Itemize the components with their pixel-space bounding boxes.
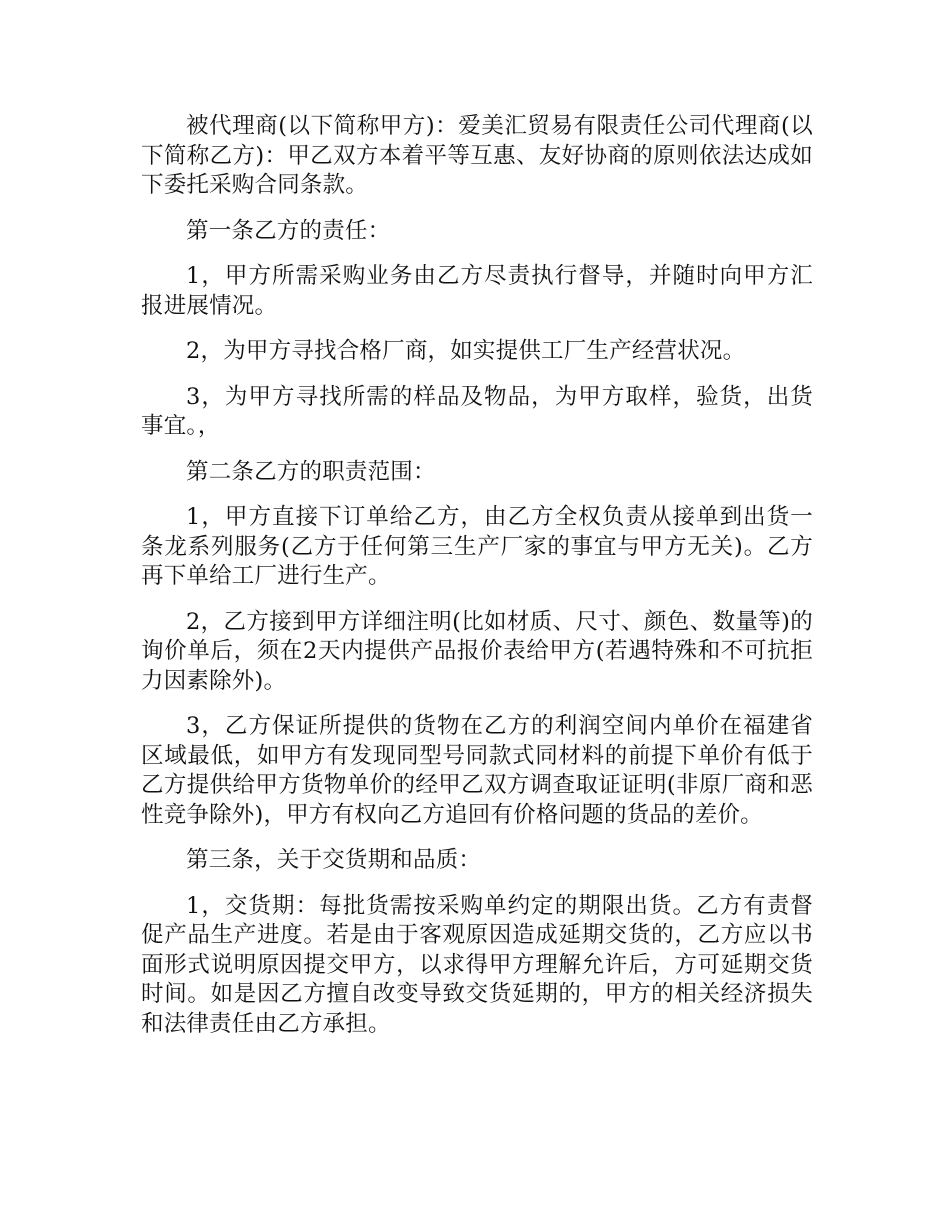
heading-article-3: 第三条，关于交货期和品质： xyxy=(186,847,482,873)
heading-article-1: 第一条乙方的责任： xyxy=(186,217,391,244)
paragraph-article-1-item-1: 1，甲方所需采购业务由乙方尽责执行督导，并随时向甲方汇报进展情况。 xyxy=(141,263,813,319)
paragraph-article-2-item-2: 2，乙方接到甲方详细注明(比如材质、尺寸、颜色、数量等)的询价单后，须在2天内提供产品报价表给甲方(若遇特殊和不可抗拒力因素除外)。 xyxy=(141,608,813,694)
heading-article-2: 第二条乙方的职责范围： xyxy=(186,458,436,485)
paragraph-article-1-item-2: 2，为甲方寻找合格厂商，如实提供工厂生产经营状况。 xyxy=(186,338,746,364)
paragraph-article-3-item-1: 1，交货期：每批货需按采购单约定的期限出货。乙方有责督促产品生产进度。若是由于客观原因造成延期交货的，乙方应以书面形式说明原因提交甲方，以求得甲方理解允许后，方可延期交货时间。如是因乙方擅自改变导致交货延期的，甲方的相关经济损失和法律责任由乙方承担。 xyxy=(141,892,813,1037)
paragraph-article-2-item-3: 3，乙方保证所提供的货物在乙方的利润空间内单价在福建省区域最低，如甲方有发现同型号同款式同材料的前提下单价有低于乙方提供给甲方货物单价的经甲乙双方调查取证证明(非原厂商和恶性竞争除外)，甲方有权向乙方追回有价格问题的货品的差价。 xyxy=(141,713,813,828)
paragraph-article-2-item-1: 1，甲方直接下订单给乙方，由乙方全权负责从接单到出货一条龙系列服务(乙方于任何第三生产厂家的事宜与甲方无关)。乙方再下单给工厂进行生产。 xyxy=(141,504,813,589)
paragraph-intro: 被代理商(以下简称甲方)：爱美汇贸易有限责任公司代理商(以下简称乙方)：甲乙双方本着平等互惠、友好协商的原则依法达成如下委托采购合同条款。 xyxy=(141,113,813,198)
document-body xyxy=(141,112,813,1055)
paragraph-article-1-item-3: 3，为甲方寻找所需的样品及物品，为甲方取样，验货，出货事宜。， xyxy=(141,383,813,439)
